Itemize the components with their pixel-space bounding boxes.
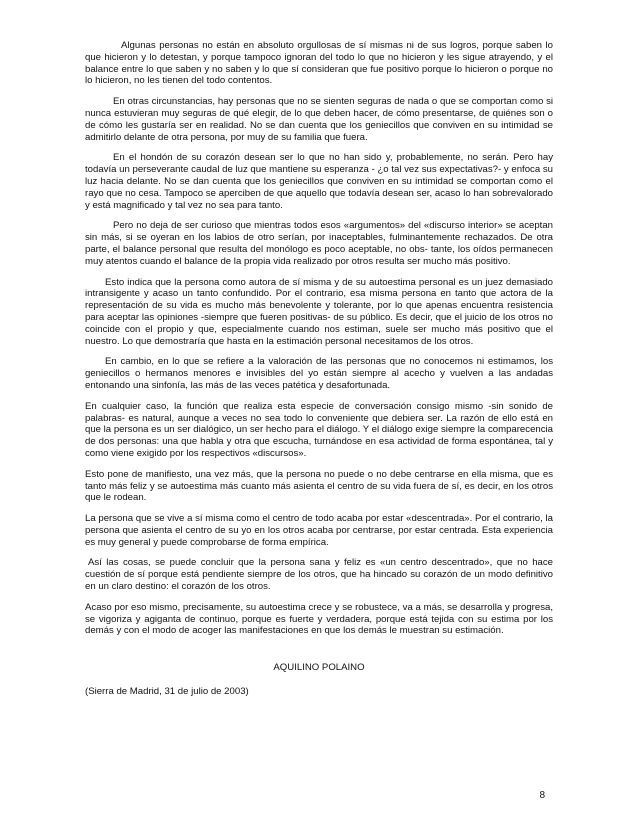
paragraph: Acaso por eso mismo, precisamente, su autoestima crece y se robustece, va a más, se desarrolla y progresa, se vigoriza y agiganta de continuo, porque es fuerte y verdadera, porque está tejida con su estima por los demás y con el modo de acoger las manifestaciones en que los demás le muestran su estimación. — [85, 601, 553, 637]
paragraph: En el hondón de su corazón desean ser lo que no han sido y, probablemente, no serán. Pero hay todavía un perseverante caudal de luz que mantiene su esperanza - ¿o tal vez sus expectativas?- y enfoca su luz hacia delante. No se dan cuenta que los geniecillos que conviven en su intimidad se comportan como el rayo que no cesa. Tampoco se aperciben de que aquello que todavía desean ser, acaso lo han sobrevalorado y está magnificado y tal vez no sea para tanto. — [85, 152, 553, 211]
place-date: (Sierra de Madrid, 31 de julio de 2003) — [85, 686, 249, 698]
document-body — [85, 40, 553, 698]
paragraph: En cualquier caso, la función que realiza esta especie de conversación consigo mismo -sin sonido de palabras- es natural, aunque a veces no sea todo lo conveniente que debiera ser. La razón de ello está en que la persona es un ser dialógico, un ser hecho para el diálogo. Y el diálogo exige siempre la comparecencia de dos personas: una que habla y otra que escucha, turnándose en esa actividad de forma espontánea, tal y como viene exigido por los respectivos «discursos». — [85, 400, 553, 459]
paragraph: En cambio, en lo que se refiere a la valoración de las personas que no conocemos ni estimamos, los geniecillos o hermanos menores e invisibles del yo están siempre al acecho y vuelven a las andadas entonando una sinfonía, las más de las veces patética y desafortunada. — [85, 356, 553, 391]
paragraph: Esto pone de manifiesto, una vez más, que la persona no puede o no debe centrarse en ella misma, que es tanto más feliz y se autoestima más cuanto más asienta el centro de su vida fuera de sí, es decir, en los otros que le rodean. — [85, 468, 553, 504]
paragraph: Así las cosas, se puede concluir que la persona sana y feliz es «un centro descentrado», que no hace cuestión de sí porque está pendiente siempre de los otros, que ha hincado su corazón de un modo definitivo en un claro destino: el corazón de los otros. — [85, 557, 553, 593]
author-signature: AQUILINO POLAINO — [273, 662, 365, 674]
paragraph: En otras circunstancias, hay personas que no se sienten seguras de nada o que se comportan como si nunca estuvieran muy seguras de qué elegir, de lo que deben hacer, de cómo presentarse, de quiénes son o de cómo les gustaría ser en realidad. No se dan cuenta que los geniecillos que conviven en su intimidad se admitirlo delante de otra persona, por muy de su familia que fuera. — [85, 96, 553, 143]
paragraph: Pero no deja de ser curioso que mientras todos esos «argumentos» del «discurso interior» se aceptan sin más, si se oyeran en los labios de otro serían, por inaceptables, fulminantemente rechazados. De otra parte, el balance personal que resulta del monólogo es poco aceptable, no obs- tante, los oídos permanecen muy atentos cuando el balance de la propia vida realizado por otros resulta ser mucho más positivo. — [85, 220, 553, 267]
paragraph: La persona que se vive a sí misma como el centro de todo acaba por estar «descentrada». Por el contrario, la persona que asienta el centro de su yo en los otros acaba por centrarse, por estar centrada. Esta experiencia es muy general y puede comprobarse de forma empírica. — [85, 513, 553, 548]
page-number: 8 — [539, 790, 545, 801]
paragraph: Esto indica que la persona como autora de sí misma y de su autoestima personal es un juez demasiado intransigente y acaso un tanto confundido. Por el contrario, esa misma persona en tanto que actora de la representación de su vida es mucho más benevolente y tolerante, por lo que apenas encuentra resistencia para aceptar las opiniones -siempre que fueren positivas- de su público. Es decir, que el juicio de los otros no coincide con el propio y que, especialmente cuando nos estiman, suele ser mucho más positivo que el nuestro. Lo que demostraría que hasta en la estimación personal necesitamos de los otros. — [85, 276, 553, 347]
paragraph: Algunas personas no están en absoluto orgullosas de sí mismas ni de sus logros, porque saben lo que hicieron y lo detestan, y porque tampoco ignoran del todo lo que no hicieron y les sigue atrayendo, y el balance entre lo que saben y no saben y lo que sí consideran que fue positivo porque lo hicieron o porque no lo hicieron, no les tienen del todo contentos. — [85, 40, 553, 87]
